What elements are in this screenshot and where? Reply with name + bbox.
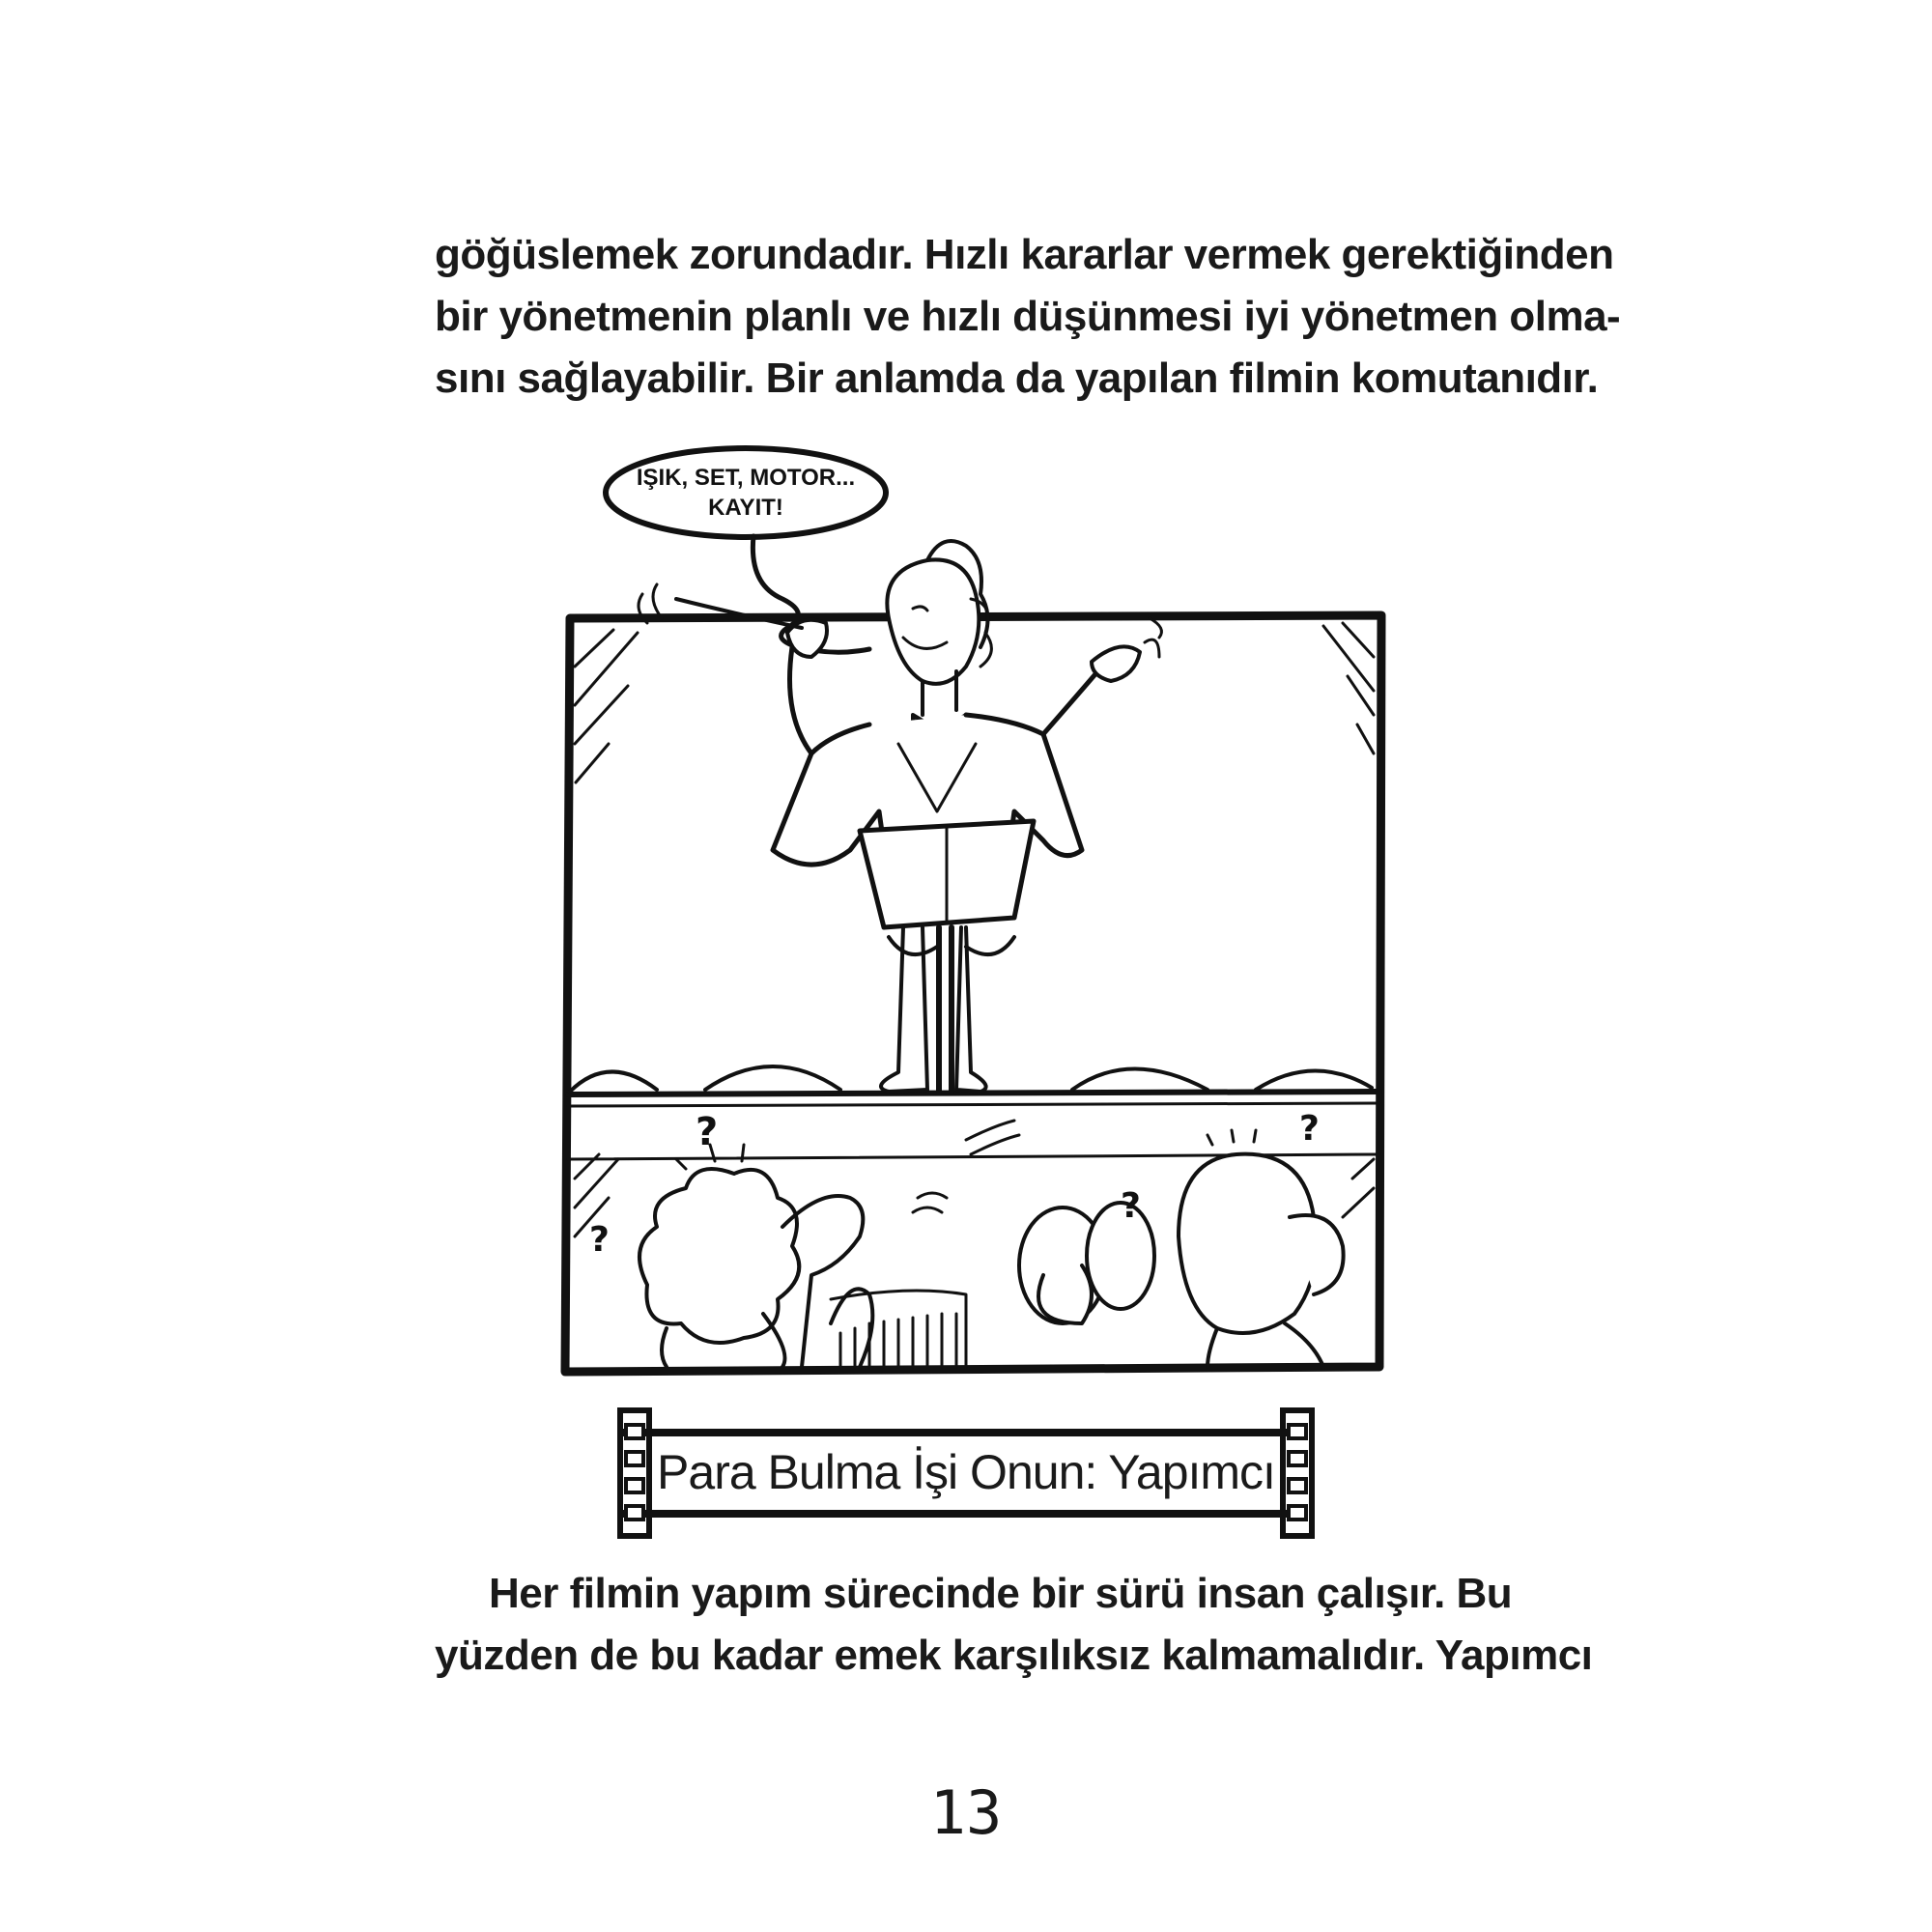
audience-member-ponytail — [1179, 1154, 1317, 1333]
top-paragraph — [435, 224, 1621, 410]
paragraph-line: yüzden de bu kadar emek karşılıksız kalmamalıdır. Yapımcı — [435, 1632, 1593, 1679]
paragraph-line: göğüslemek zorundadır. Hızlı kararlar vermek gerektiğinden — [435, 231, 1614, 278]
svg-text:?: ? — [696, 1110, 719, 1154]
svg-text:?: ? — [1299, 1109, 1320, 1149]
svg-text:?: ? — [589, 1220, 610, 1260]
curtain-left-hatching — [575, 630, 638, 782]
paragraph-line: Her filmin yapım sürecinde bir sürü insan çalışır. Bu — [489, 1570, 1513, 1617]
paragraph-line: bir yönetmenin planlı ve hızlı düşünmesi iyi yönetmen olma- — [435, 293, 1621, 340]
bottom-paragraph — [435, 1563, 1593, 1687]
section-heading: Para Bulma İşi Onun: Yapımcı — [657, 1445, 1275, 1499]
paragraph-line: sını sağlayabilir. Bir anlamda da yapılan filmin komutanıdır. — [435, 355, 1599, 402]
audience-member-curly-hair — [639, 1169, 799, 1343]
svg-text:?: ? — [1121, 1186, 1141, 1226]
speech-bubble-line-2: KAYIT! — [708, 495, 783, 521]
curtain-right-hatching — [1323, 623, 1374, 753]
speech-bubble-line-1: IŞIK, SET, MOTOR... — [636, 465, 856, 491]
speech-bubble — [606, 448, 886, 537]
page-number: 13 — [929, 1777, 1003, 1848]
harp-strings — [840, 1314, 956, 1367]
conductor-cartoon-illustration — [541, 425, 1391, 1391]
